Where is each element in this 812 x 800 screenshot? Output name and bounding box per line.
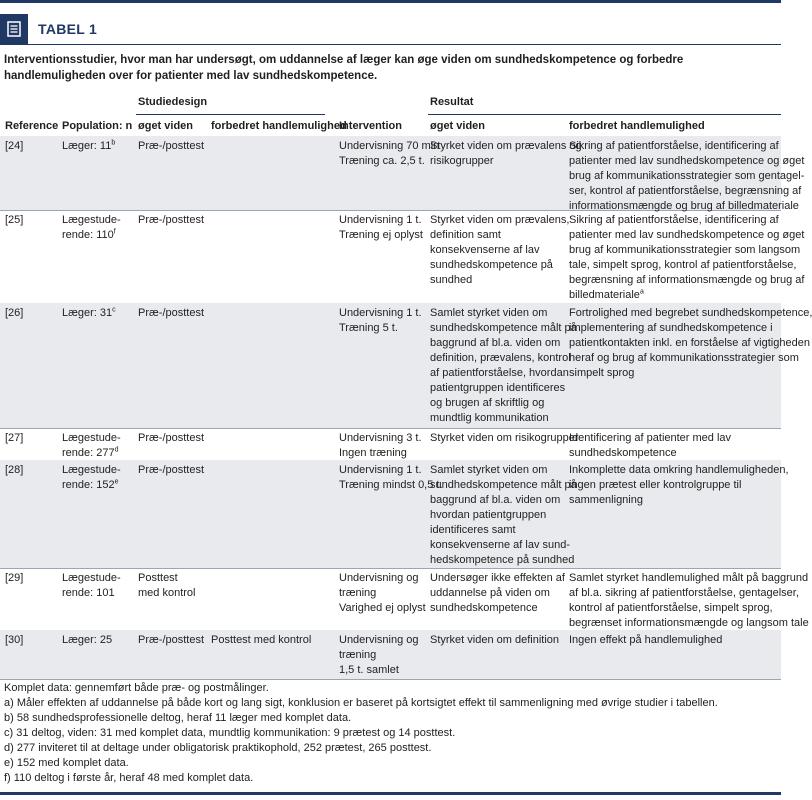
cell-line: Inkomplette data omkring handlemuligheden, xyxy=(569,464,789,476)
cell-design-viden xyxy=(138,306,204,321)
document-icon xyxy=(7,21,21,37)
cell-intervention xyxy=(339,571,426,616)
cell-line: Præ-/posttest xyxy=(138,432,205,444)
cell-population xyxy=(62,431,121,461)
cell-reference xyxy=(5,633,23,648)
group-header-result: Resultat xyxy=(430,96,474,108)
cell-line: risikogrupper xyxy=(430,155,494,167)
cell-line: ser, kontrol af patientforståelse, begrænsning af xyxy=(569,185,802,197)
footnote-line: e) 152 med komplet data. xyxy=(4,757,129,769)
cell-reference xyxy=(5,139,23,154)
cell-line: Samlet styrket viden om xyxy=(430,307,548,319)
cell-line: mundtlig kommunikation xyxy=(430,412,549,424)
col-header-intervention: Intervention xyxy=(339,120,402,132)
cell-line: Undervisning 1 t. xyxy=(339,214,422,226)
cell-line: rende: 152e xyxy=(62,478,119,491)
cell-line: Ingen effekt på handlemulighed xyxy=(569,634,723,646)
cell-line: Undersøger ikke effekten af xyxy=(430,572,565,584)
cell-line: Præ-/posttest xyxy=(138,307,205,319)
group-underline-design xyxy=(136,114,325,115)
cell-line: Ingen træning xyxy=(339,447,407,459)
cell-result-handle xyxy=(569,306,812,381)
cell-line: Styrket viden om definition xyxy=(430,634,560,646)
cell-line: og brugen af skriftlig og xyxy=(430,397,545,409)
cell-line: Samlet styrket viden om xyxy=(430,464,548,476)
footnote-marker: e xyxy=(114,478,119,486)
cell-intervention xyxy=(339,213,423,243)
cell-design-viden xyxy=(138,571,195,601)
cell-line: [25] xyxy=(5,214,24,226)
cell-line: Varighed ej oplyst xyxy=(339,602,426,614)
cell-line: uddannelse på viden om xyxy=(430,587,550,599)
cell-line: Posttest xyxy=(138,572,178,584)
cell-line: kontrol af patientforståelse, simpelt sprog, xyxy=(569,602,773,614)
cell-line: rende: 277$^d$ xyxy=(62,446,119,459)
cell-line: baggrund af bl.a. viden om xyxy=(430,494,561,506)
cell-line: Undervisning og xyxy=(339,634,419,646)
cell-line: Styrket viden om prævalens og xyxy=(430,140,582,152)
cell-line: [27] xyxy=(5,432,24,444)
table-title: TABEL 1 xyxy=(38,21,98,37)
group-underline-result xyxy=(428,114,781,115)
col-header-design-handle: forbedret handlemulighed xyxy=(211,120,347,132)
cell-line: Styrket viden om prævalens, xyxy=(430,214,570,226)
cell-line: definition, prævalens, kontrol xyxy=(430,352,571,364)
cell-population xyxy=(62,213,121,243)
cell-line: identificeres samt xyxy=(430,524,516,536)
cell-line: træning xyxy=(339,649,377,661)
cell-line: Undervisning 3 t. xyxy=(339,432,422,444)
cell-line: Undervisning 70 min xyxy=(339,140,440,152)
cell-line: Samlet styrket handlemulighed målt på baggrund xyxy=(569,572,809,584)
cell-line: hvordan patientgruppen xyxy=(430,509,547,521)
cell-line: Lægestude- xyxy=(62,432,121,444)
cell-line: sundhedskompetence på xyxy=(430,259,553,271)
table-row xyxy=(0,630,781,680)
cell-line: sundhedskompetence målt på xyxy=(430,322,577,334)
cell-line: Posttest med kontrol xyxy=(211,634,312,646)
cell-reference xyxy=(5,306,23,321)
cell-line: definition samt xyxy=(430,229,501,241)
cell-reference xyxy=(5,571,23,586)
cell-design-viden xyxy=(138,633,204,648)
footnote-line: a) Måler effekten af uddannelse på både kort og lang sigt, konklusion er baseret på kortsigtet effekt til sammenligning med øvrige studier i tabellen. xyxy=(4,697,718,709)
footnote-marker: b xyxy=(111,139,116,147)
cell-line: med kontrol xyxy=(138,587,196,599)
cell-line: [30] xyxy=(5,634,24,646)
cell-design-handle xyxy=(211,633,311,648)
table-row xyxy=(0,428,781,461)
cell-line: Styrket viden om risikogrupper xyxy=(430,432,579,444)
table-row xyxy=(0,568,809,631)
cell-line: tale, simpelt sprog, kontrol af patientforståelse, xyxy=(569,259,797,271)
cell-population xyxy=(62,463,121,493)
cell-line: hedskompetence på sundhed xyxy=(430,554,575,566)
cell-line: [24] xyxy=(5,140,24,152)
cell-line: Præ-/posttest xyxy=(138,140,205,152)
cell-line: Træning ej oplyst xyxy=(339,229,423,241)
table-caption: Interventionsstudier, hvor man har undersøgt, om uddannelse af læger kan øge viden om sundhedskompetence og forbedre handlemuligheden over for patienter med lav sundhedskompetence. xyxy=(4,54,684,82)
cell-line: 1,5 t. samlet xyxy=(339,664,399,676)
table-row xyxy=(0,136,805,212)
footnote-line: d) 277 inviteret til at deltage under obligatorisk praktikophold, 252 prætest, 265 posttest. xyxy=(4,742,432,754)
footnote-marker: f xyxy=(113,228,116,236)
cell-line: konsekvenserne af lav xyxy=(430,244,540,256)
table-header-bar xyxy=(0,14,781,45)
cell-line: patienter med lav sundhedskompetence og øget xyxy=(569,155,805,167)
cell-result-handle xyxy=(569,571,809,631)
cell-reference xyxy=(5,431,23,446)
cell-line: Undervisning 1 t. xyxy=(339,307,422,319)
cell-population xyxy=(62,139,115,154)
cell-line: [29] xyxy=(5,572,24,584)
cell-line: sundhed xyxy=(430,274,473,286)
cell-population xyxy=(62,571,121,601)
cell-result-handle xyxy=(569,431,731,461)
cell-line: Identificering af patienter med lav xyxy=(569,432,732,444)
cell-line: implementering af sundhedskompetence i xyxy=(569,322,773,334)
cell-line: Sikring af patientforståelse, identificering af xyxy=(569,214,779,226)
cell-line: [26] xyxy=(5,307,24,319)
cell-result-viden xyxy=(430,633,559,648)
cell-result-handle xyxy=(569,213,804,303)
footnote-marker: d xyxy=(114,446,119,454)
document-icon-box xyxy=(0,14,28,44)
cell-line: Lægestude- xyxy=(62,464,121,476)
cell-line: patientkontakten inkl. en forståelse af vigtigheden xyxy=(569,337,810,349)
cell-reference xyxy=(5,463,23,478)
cell-result-viden xyxy=(430,463,577,568)
cell-result-viden xyxy=(430,571,565,616)
cell-line: af bl.a. sikring af patientforståelse, gentagelser, xyxy=(569,587,799,599)
cell-line: rende: 110$^f$ xyxy=(62,228,116,241)
cell-line: [28] xyxy=(5,464,24,476)
cell-line: patienter med lav sundhedskompetence og øget xyxy=(569,229,805,241)
cell-population xyxy=(62,306,116,321)
cell-result-handle xyxy=(569,463,789,508)
col-header-reference: Reference xyxy=(5,120,59,132)
footnote-line: b) 58 sundhedsprofessionelle deltog, heraf 11 læger med komplet data. xyxy=(4,712,352,724)
cell-line: rende: 101 xyxy=(62,587,115,599)
cell-intervention xyxy=(339,633,419,678)
cell-line: begrænsning af informationsmængde og brug af xyxy=(569,274,805,286)
cell-design-viden xyxy=(138,431,204,446)
cell-line: Træning 5 t. xyxy=(339,322,398,334)
cell-line: patientgruppen identificeres xyxy=(430,382,566,394)
cell-line: Læger: 31$^c$ xyxy=(62,306,116,319)
cell-design-viden xyxy=(138,213,204,228)
cell-line: Præ-/posttest xyxy=(138,464,205,476)
cell-line: ingen prætest eller kontrolgruppe til xyxy=(569,479,742,491)
cell-intervention xyxy=(339,431,422,461)
cell-line: simpelt sprog xyxy=(569,367,635,379)
cell-line: informationsmængde og brug af billedmateriale xyxy=(569,200,799,212)
cell-result-handle xyxy=(569,633,722,648)
cell-design-viden xyxy=(138,463,204,478)
cell-line: Fortrolighed med begrebet sundhedskompetence, xyxy=(569,307,812,319)
col-header-result-handle: forbedret handlemulighed xyxy=(569,120,705,132)
cell-line: Lægestude- xyxy=(62,214,121,226)
cell-line: baggrund af bl.a. viden om xyxy=(430,337,561,349)
cell-result-viden xyxy=(430,306,577,426)
cell-line: Undervisning 1 t. xyxy=(339,464,422,476)
cell-line: Præ-/posttest xyxy=(138,634,205,646)
cell-result-viden xyxy=(430,431,579,446)
cell-line: træning xyxy=(339,587,377,599)
cell-intervention xyxy=(339,139,439,169)
cell-population xyxy=(62,633,112,648)
cell-intervention xyxy=(339,306,422,336)
cell-design-viden xyxy=(138,139,204,154)
cell-line: sammenligning xyxy=(569,494,643,506)
cell-intervention xyxy=(339,463,443,493)
footnote-line: c) 31 deltog, viden: 31 med komplet data, mundtlig kommunikation: 9 prætest og 14 posttest. xyxy=(4,727,456,739)
cell-result-viden xyxy=(430,213,569,288)
cell-line: billedmateriale$^a$ xyxy=(569,288,644,301)
cell-reference xyxy=(5,213,23,228)
cell-line: sundhedskompetence xyxy=(569,447,677,459)
group-header-design: Studiedesign xyxy=(138,96,208,108)
table-row xyxy=(0,460,789,569)
footnote-line: Komplet data: gennemført både præ- og postmålinger. xyxy=(4,682,269,694)
cell-line: sundhedskompetence målt på xyxy=(430,479,577,491)
cell-result-viden xyxy=(430,139,582,169)
col-header-population: Population: n xyxy=(62,120,133,132)
footnote-marker: a xyxy=(639,288,644,296)
top-rule xyxy=(0,0,781,3)
cell-line: af patientforståelse, hvordan xyxy=(430,367,569,379)
footnote-marker: c xyxy=(112,306,116,314)
cell-line: Undervisning og xyxy=(339,572,419,584)
footnote-line: f) 110 deltog i første år, heraf 48 med komplet data. xyxy=(4,772,254,784)
cell-line: heraf og brug af kommunikationsstrategier som xyxy=(569,352,799,364)
cell-line: brug af kommunikationsstrategier som gentagel- xyxy=(569,170,805,182)
table-row xyxy=(0,210,805,304)
table-footnotes xyxy=(4,681,718,786)
cell-line: Træning ca. 2,5 t. xyxy=(339,155,425,167)
cell-result-handle xyxy=(569,139,804,214)
cell-line: brug af kommunikationsstrategier som langsom xyxy=(569,244,801,256)
cell-line: sundhedskompetence xyxy=(430,602,538,614)
cell-line: Sikring af patientforståelse, identificering af xyxy=(569,140,779,152)
bottom-rule xyxy=(0,792,781,795)
cell-line: Træning mindst 0,5 t. xyxy=(339,479,443,491)
col-header-design-viden: øget viden xyxy=(138,120,194,132)
cell-line: Lægestude- xyxy=(62,572,121,584)
cell-line: Læger: 11$^b$ xyxy=(62,139,116,152)
cell-line: konsekvenserne af lav sund- xyxy=(430,539,571,551)
cell-line: Læger: 25 xyxy=(62,634,113,646)
col-header-result-viden: øget viden xyxy=(430,120,486,132)
cell-line: Præ-/posttest xyxy=(138,214,205,226)
cell-line: begrænset informationsmængde og langsom tale xyxy=(569,617,809,629)
table-row xyxy=(0,303,812,429)
